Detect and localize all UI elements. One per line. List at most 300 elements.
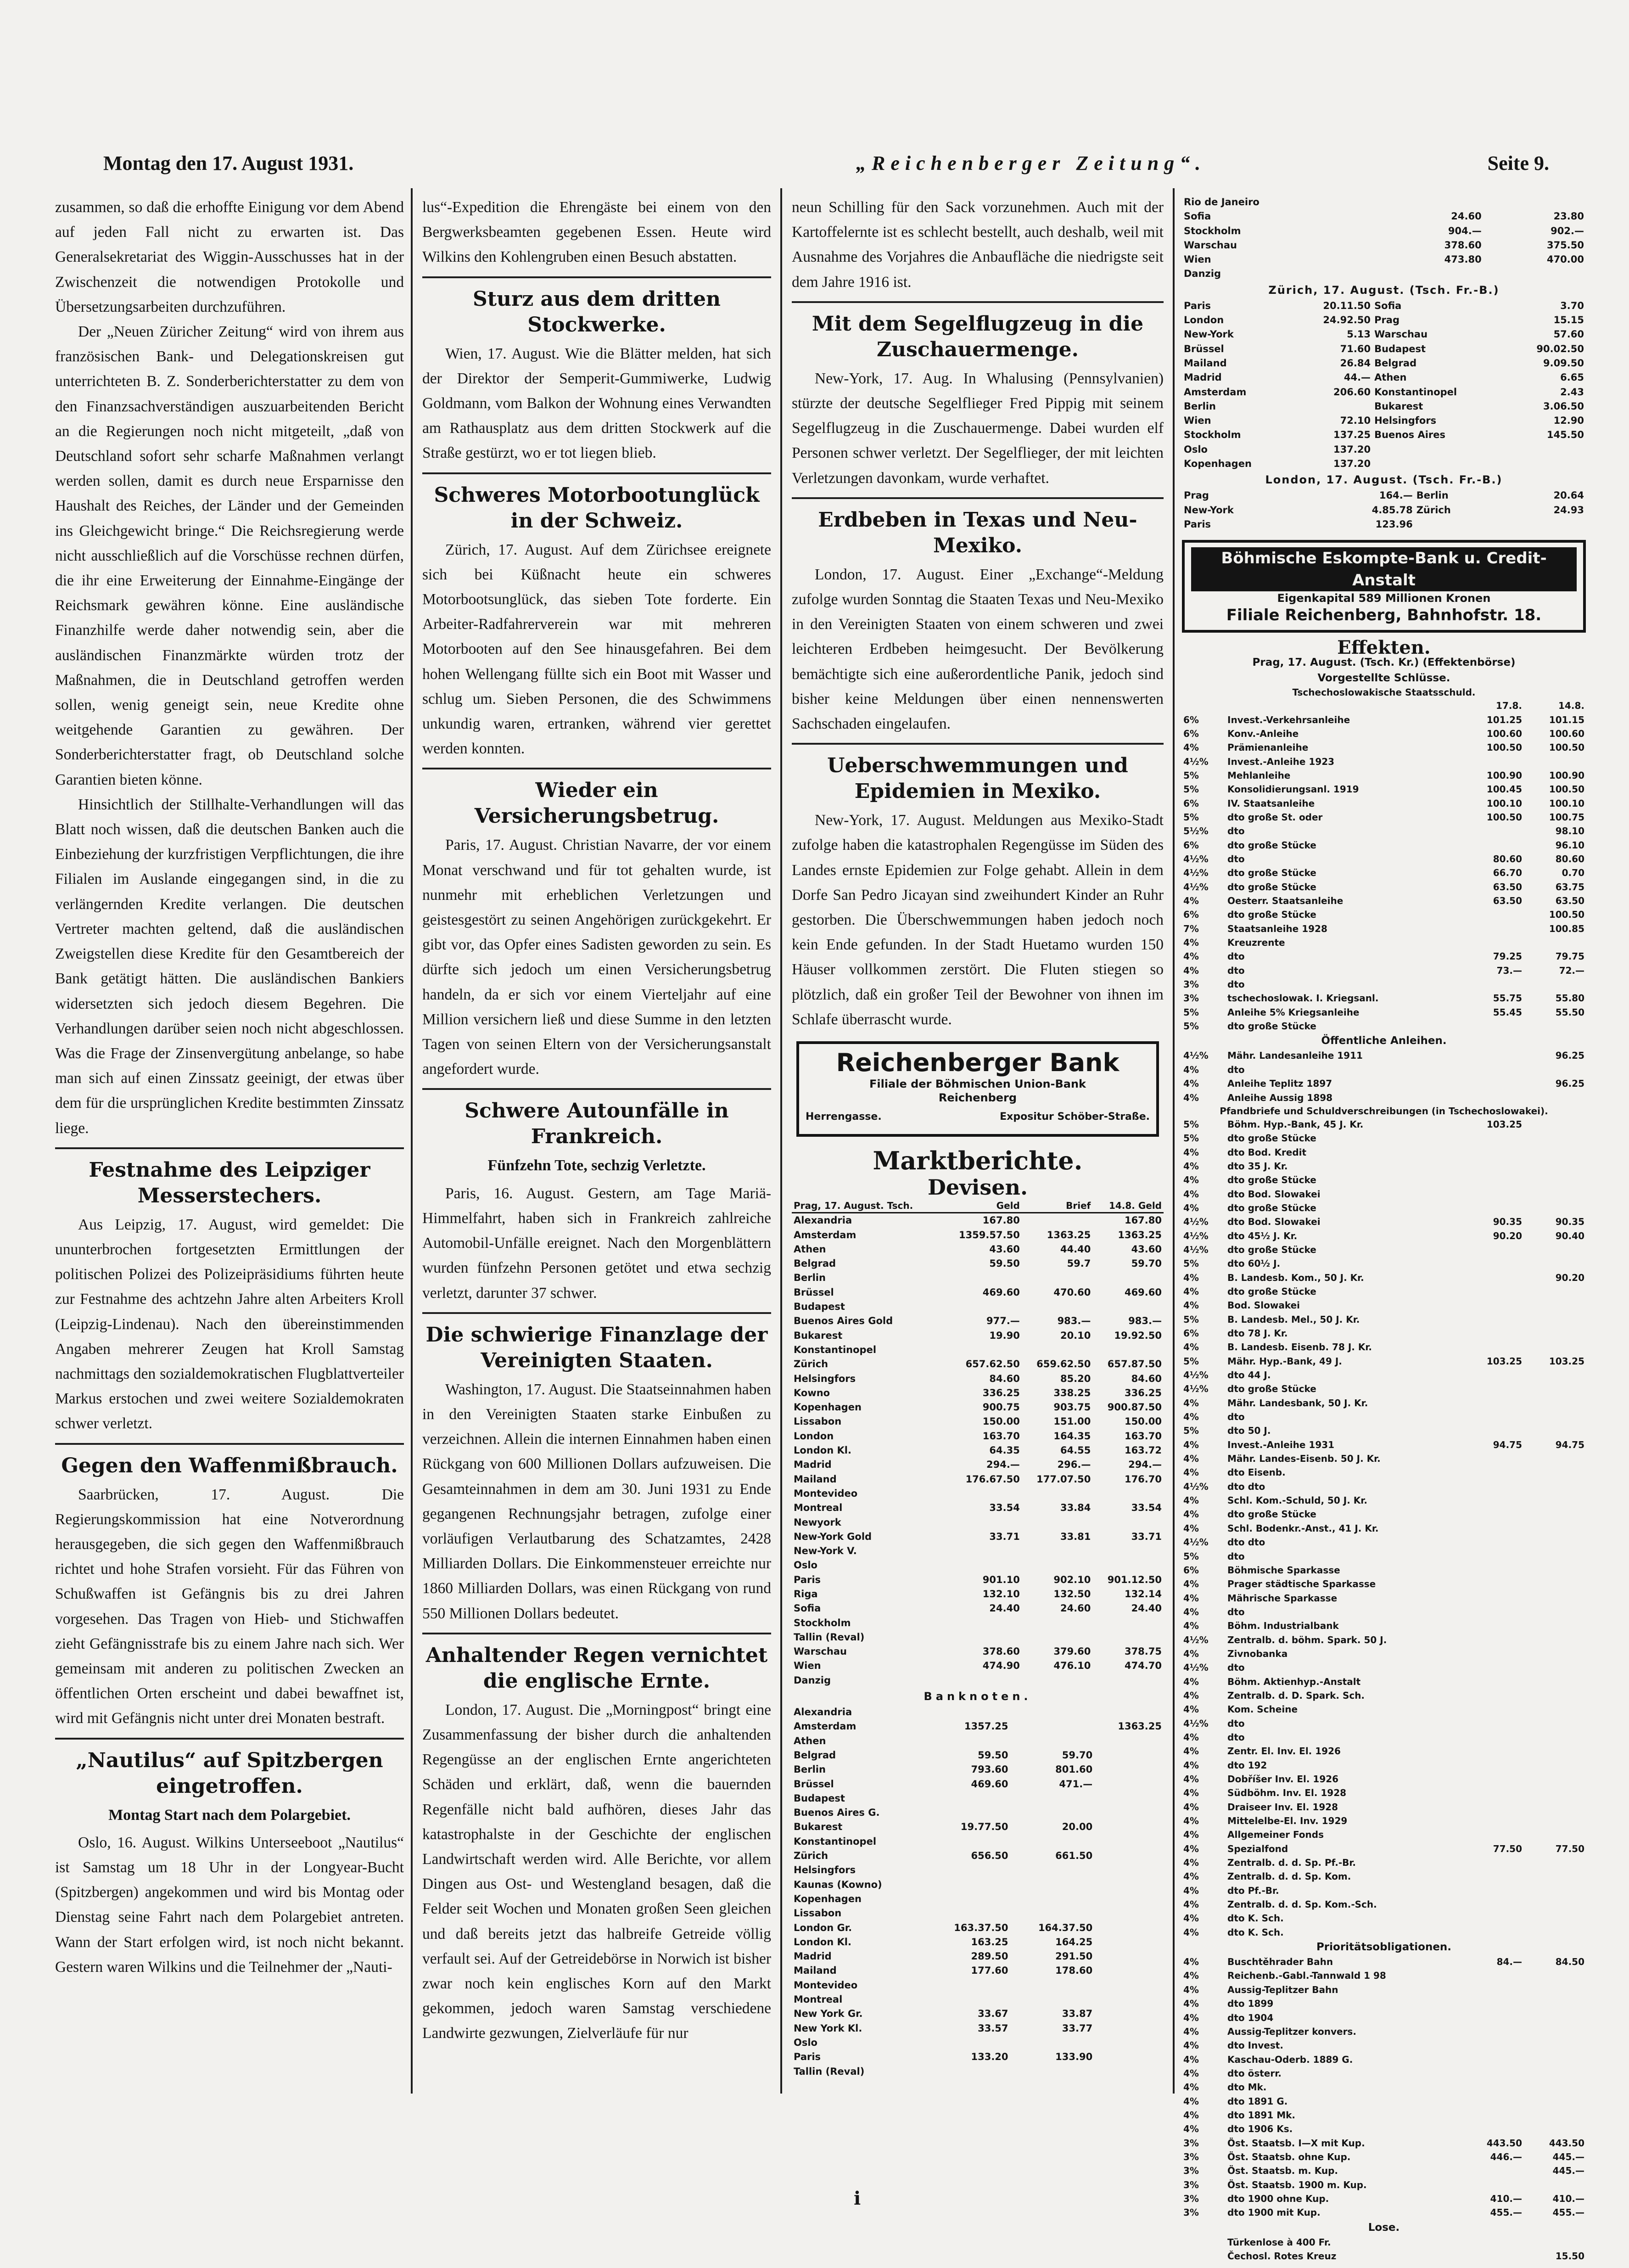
zurich-heading: Zürich, 17. August. (Tsch. Fr.-B.) xyxy=(1268,283,1500,297)
effekten-row xyxy=(1182,880,1586,894)
effekten-row xyxy=(1182,852,1586,866)
table-cell: 6% xyxy=(1183,839,1199,851)
table-cell: 72.— xyxy=(1559,965,1584,976)
table-cell: 455.— xyxy=(1552,2207,1584,2218)
table-cell xyxy=(1523,1493,1586,1507)
table-cell: Paris xyxy=(1184,518,1211,530)
table-cell xyxy=(1022,1300,1093,1314)
table-cell: dto Bod. Slowakei xyxy=(1227,1216,1321,1228)
banknoten-row xyxy=(792,1763,1164,1777)
table-cell xyxy=(1010,1719,1095,1734)
table-cell xyxy=(926,1978,1010,1993)
table-cell: 659.62.50 xyxy=(1036,1359,1091,1370)
table-cell xyxy=(1506,443,1586,457)
table-cell: Oesterr. Staatsanleihe xyxy=(1227,895,1344,907)
table-cell: dto 60½ J. xyxy=(1227,1258,1281,1269)
page-folio: i xyxy=(854,2188,861,2209)
table-cell: Lissabon xyxy=(794,1908,842,1919)
table-cell xyxy=(1461,1063,1523,1077)
table-cell xyxy=(1461,1717,1523,1730)
table-cell: 178.60 xyxy=(1055,1965,1093,1976)
table-cell: 33.81 xyxy=(1060,1531,1091,1542)
table-cell: 4½% xyxy=(1183,1216,1209,1228)
table-cell: dto 45½ J. Kr. xyxy=(1227,1230,1298,1241)
masthead: „Reichenberger Zeitung“. xyxy=(856,152,1206,174)
table-cell xyxy=(1461,2011,1523,2025)
table-cell: 85.20 xyxy=(1060,1373,1091,1384)
table-cell: Zentralb. d. d. Sp. Pf.-Br. xyxy=(1227,1857,1356,1869)
article-text: Der „Neuen Züricher Zeitung“ wird von ihrem aus französischen Bank- und Delegationskreisen gut unterrichteten B. Z. Sonderberichterstatter zu dem von den Finanzsachverständigen auszuarbeitenden Bericht an die Regierungen noch nicht mitgeteilt, „daß von Deutschland sofort sehr scharfe Maßnahmen verlangt werden sollen, damit es durch neue Ersparnisse den Haushalt des Reiches, der Länder und der Gemeinden ins Gleichgewicht bringe.“ Die Reichsregierung werde nicht ausschließlich auf die Vorschüsse rechnen dürfen, die ihr eine Erweiterung der Einnahme-Eingänge der Reichsmark gewähren könne. Eine ausländische Finanzhilfe werde daher notwendig sein, aber die ausländischen Finanzmärkte würden trotz der Maßnahmen, die in Deutschland getroffen werden sollen, wenig geneigt sein, neue Kredite ohne weitgehende Garantien zu gewähren. Der Sonderberichterstatter fragt, ob Deutschland solche Garantien bieten könne. xyxy=(55,323,404,788)
table-cell: 4% xyxy=(1183,1885,1199,1896)
table-cell xyxy=(1523,1117,1586,1131)
table-cell xyxy=(1461,1814,1523,1828)
table-cell xyxy=(1461,2080,1523,2094)
subheadline: Fünfzehn Tote, sechzig Verletzte. xyxy=(487,1157,706,1174)
table-cell: Danzig xyxy=(794,1674,831,1686)
table-cell: 137.25 xyxy=(1333,429,1371,441)
effekten-row xyxy=(1182,1201,1586,1215)
table-cell xyxy=(1461,1493,1523,1507)
table-cell: 63.50 xyxy=(1493,881,1522,893)
effekten-row xyxy=(1182,1285,1586,1298)
table-cell xyxy=(1461,1424,1523,1437)
table-cell: Newyork xyxy=(794,1516,841,1528)
table-cell xyxy=(1094,1763,1164,1777)
table-cell: Paris xyxy=(1184,300,1211,311)
table-cell: 5.13 xyxy=(1347,329,1371,340)
table-cell xyxy=(1182,2249,1226,2263)
effekten-row xyxy=(1182,1619,1586,1633)
table-cell xyxy=(1461,1410,1523,1424)
devisen-row xyxy=(792,1329,1164,1343)
table-cell: 4% xyxy=(1183,1342,1199,1353)
rate-row xyxy=(1182,224,1586,238)
table-cell: Oslo xyxy=(794,2037,817,2048)
table-cell xyxy=(1461,1926,1523,1939)
zurich-row xyxy=(1182,342,1586,356)
rate-row xyxy=(1182,238,1586,253)
rate-row xyxy=(1182,195,1586,209)
table-cell: 6% xyxy=(1183,1328,1199,1339)
table-cell xyxy=(942,1544,1021,1558)
table-cell: Kopenhagen xyxy=(1184,458,1252,470)
table-cell: dto 1899 xyxy=(1227,1998,1274,2010)
table-cell: 378.60 xyxy=(1444,239,1482,251)
table-cell xyxy=(1523,1997,1586,2010)
table-cell: 902.— xyxy=(1551,225,1584,236)
zurich-row xyxy=(1182,428,1586,442)
table-cell: 84.60 xyxy=(1131,1373,1162,1384)
article-text: Paris, 16. August. Gestern, am Tage Mariä-Himmelfahrt, haben sich in Frankreich zahlreiche Automobil-Unfälle ereignet. Nach den Morgenblättern wurden fünfzehn Personen getötet und etwa sechzig verletzt, darunter 37 schwer. xyxy=(422,1185,771,1302)
zurich-row xyxy=(1182,457,1586,471)
table-cell: dto K. Sch. xyxy=(1227,1926,1284,1938)
table-cell: 5% xyxy=(1183,1550,1199,1562)
table-cell: 103.25 xyxy=(1486,1355,1522,1367)
column-rule-2 xyxy=(780,188,782,2094)
effekten-row xyxy=(1182,1702,1586,1716)
effekten-row xyxy=(1182,1772,1586,1786)
table-cell: dto große Stücke xyxy=(1227,839,1316,851)
table-cell: Konsolidierungsanl. 1919 xyxy=(1227,784,1359,795)
effekten-row xyxy=(1182,1077,1586,1090)
effekten-section: Pfandbriefe und Schuldverschreibungen (in Tschechoslowakei). xyxy=(1220,1105,1548,1117)
devisen-row xyxy=(792,1400,1164,1415)
table-cell: 4½% xyxy=(1183,1481,1209,1492)
effekten-section: Lose. xyxy=(1368,2221,1400,2234)
table-cell xyxy=(1523,1091,1586,1105)
table-cell: Kom. Scheine xyxy=(1227,1704,1298,1715)
table-cell xyxy=(1523,2122,1586,2136)
effekten-row xyxy=(1182,741,1586,754)
page-header xyxy=(103,152,1549,184)
table-cell: 4% xyxy=(1183,2067,1199,2079)
table-cell xyxy=(1523,1173,1586,1187)
table-cell: 455.— xyxy=(1490,2207,1522,2218)
table-cell: dto österr. xyxy=(1227,2067,1282,2079)
table-cell: 24.60 xyxy=(1451,211,1482,222)
table-cell: Čechosl. Rotes Kreuz xyxy=(1227,2251,1337,2262)
table-cell: 3% xyxy=(1183,2193,1199,2204)
table-cell: Mähr. Landesanleihe 1911 xyxy=(1227,1050,1363,1061)
table-header: 14.8. Geld xyxy=(1092,1199,1164,1213)
table-cell: 101.15 xyxy=(1549,714,1584,725)
table-cell: New-York xyxy=(1184,504,1234,516)
table-cell: Helsingfors xyxy=(1374,415,1437,427)
table-cell xyxy=(1461,1897,1523,1911)
table-cell: 59.50 xyxy=(989,1258,1020,1269)
table-cell: Öst. Staatsb. ohne Kup. xyxy=(1227,2151,1351,2162)
table-cell: 101.25 xyxy=(1486,714,1522,725)
table-cell xyxy=(1094,1777,1164,1791)
table-cell xyxy=(1461,1758,1523,1772)
effekten-table-4 xyxy=(1182,1955,1586,2220)
table-cell: Wien xyxy=(794,1660,821,1672)
table-cell: Draiseer Inv. El. 1928 xyxy=(1227,1801,1338,1813)
table-cell: 296.— xyxy=(1057,1459,1091,1471)
table-cell: 4% xyxy=(1183,1286,1199,1297)
table-cell: Schl. Kom.-Schuld, 50 J. Kr. xyxy=(1227,1495,1367,1506)
table-cell: Madrid xyxy=(1184,372,1222,383)
table-cell: Aussig-Teplitzer Bahn xyxy=(1227,1984,1338,1995)
table-cell: 4% xyxy=(1183,1397,1199,1409)
table-cell: 4% xyxy=(1183,1092,1199,1103)
table-cell: 5% xyxy=(1183,811,1199,823)
table-cell: Berlin xyxy=(794,1272,826,1284)
table-cell: 90.02.50 xyxy=(1536,343,1584,354)
table-cell: Anleihe Teplitz 1897 xyxy=(1227,1078,1332,1089)
effekten-table-1 xyxy=(1182,699,1586,1033)
table-cell xyxy=(942,1487,1021,1501)
table-cell: dto Bod. Slowakei xyxy=(1227,1188,1321,1200)
table-cell xyxy=(1461,936,1523,949)
table-cell xyxy=(1094,1863,1164,1877)
table-cell: 4% xyxy=(1183,1606,1199,1617)
table-cell: 1357.25 xyxy=(964,1721,1008,1732)
table-cell xyxy=(1523,1577,1586,1591)
table-cell: 1359.57.50 xyxy=(958,1229,1020,1241)
table-cell: 0.70 xyxy=(1562,867,1584,879)
table-cell: 5% xyxy=(1183,1425,1199,1437)
effekten-row xyxy=(1182,1063,1586,1077)
table-cell: Brüssel xyxy=(794,1778,834,1790)
table-cell xyxy=(1523,1814,1586,1828)
table-cell xyxy=(1461,1187,1523,1201)
table-cell: 33.54 xyxy=(1131,1502,1162,1514)
table-cell xyxy=(1523,1145,1586,1159)
table-cell: 19.77.50 xyxy=(960,1821,1008,1833)
headline: Die schwierige Finanzlage der Vereinigten Staaten. xyxy=(425,1323,768,1372)
article-text: New-York, 17. Aug. In Whalusing (Pennsylvanien) stürzte der deutsche Segelflieger Fred Pippig mit seinem Segelflugzeug in die Zuschauermenge. Dabei wurden elf Personen schwer verletzt. Der Segelflieger, der mit leichten Verletzungen davonkam, wurde verhaftet. xyxy=(792,370,1164,487)
table-cell: 5% xyxy=(1183,1006,1199,1018)
table-cell: 100.50 xyxy=(1549,742,1584,753)
table-cell: 167.80 xyxy=(1124,1215,1162,1226)
table-cell: 55.75 xyxy=(1493,993,1522,1004)
table-cell: 4% xyxy=(1183,1676,1199,1687)
article-text: London, 17. August. Die „Morningpost“ bringt eine Zusammenfassung der bisher durch die anhaltenden Regengüsse an der englischen Ernte angerichteten Schäden und erklärt, daß, wenn die bauernden Regenfälle nicht bald aufhören, dieses Jahr das katastrophalste in der Geschichte der englischen Landwirtschaft werden wird. Alle Berichte, vor allem Dingen aus Ost- und Westengland besagen, daß die Felder seit Wochen und Monaten großen Seen gleichen und daß bereits jetzt das halbreife Getreide völlig verfault sei. Auf der Getreidebörse in Norwich ist bisher zwar noch kein englisches Korn auf den Markt gekommen, jedoch waren Samstag verschiedene Landwirte gezwungen, Zielverläufe für nur xyxy=(422,1701,771,2042)
devisen-row xyxy=(792,1516,1164,1530)
table-cell xyxy=(1461,1243,1523,1257)
headline: Ueberschwemmungen und Epidemien in Mexiko. xyxy=(827,754,1128,803)
table-cell: 4% xyxy=(1183,1871,1199,1882)
table-cell: 445.— xyxy=(1552,2165,1584,2177)
effekten-row xyxy=(1182,2235,1586,2249)
table-cell: 163.70 xyxy=(1124,1430,1162,1442)
devisen-row xyxy=(792,1343,1164,1357)
table-cell xyxy=(1461,1091,1523,1105)
table-cell: dto xyxy=(1227,1718,1245,1729)
london-table xyxy=(1182,488,1586,532)
table-cell: 100.75 xyxy=(1549,811,1584,823)
effekten-table-2 xyxy=(1182,1049,1586,1104)
table-cell xyxy=(1523,1828,1586,1841)
eskompte-bank-advertisement xyxy=(1182,540,1586,633)
table-cell: 20.64 xyxy=(1553,490,1584,501)
table-cell: dto dto xyxy=(1227,1537,1265,1548)
table-cell: Mehlanleihe xyxy=(1227,769,1291,781)
table-cell: 4% xyxy=(1183,742,1199,753)
table-cell: 446.— xyxy=(1490,2151,1522,2162)
table-cell xyxy=(1092,1343,1164,1357)
table-cell xyxy=(1022,1487,1093,1501)
table-cell xyxy=(1523,755,1586,769)
table-cell: Montreal xyxy=(794,1502,843,1514)
column-4 xyxy=(1182,195,1586,2263)
table-cell: 3% xyxy=(1183,2179,1199,2190)
table-cell: Öst. Staatsb. 1900 m. Kup. xyxy=(1227,2179,1367,2190)
table-cell xyxy=(1461,1077,1523,1090)
table-cell xyxy=(1094,1734,1164,1748)
table-cell: Zürich xyxy=(794,1850,828,1862)
table-cell xyxy=(942,1558,1021,1572)
table-cell: Südböhm. Inv. El. 1928 xyxy=(1227,1787,1347,1799)
table-cell: Böhmische Sparkasse xyxy=(1227,1564,1340,1576)
table-cell: 4.85.78 xyxy=(1371,504,1413,516)
effekten-row xyxy=(1182,2206,1586,2219)
table-cell: 4½% xyxy=(1183,1230,1209,1241)
table-cell xyxy=(1461,1689,1523,1702)
table-cell xyxy=(1523,1257,1586,1270)
table-cell: dto xyxy=(1227,1550,1245,1562)
effekten-row xyxy=(1182,1368,1586,1382)
table-cell: 24.93 xyxy=(1553,504,1584,516)
table-cell xyxy=(1461,1619,1523,1633)
table-cell: 90.20 xyxy=(1493,1230,1522,1241)
table-cell: Lissabon xyxy=(794,1416,842,1427)
table-cell: 294.— xyxy=(986,1459,1020,1471)
table-cell: Buenos Aires Gold xyxy=(794,1315,893,1327)
zurich-row xyxy=(1182,327,1586,342)
table-cell: Mähr. Landes-Eisenb. 50 J. Kr. xyxy=(1227,1453,1381,1465)
table-cell xyxy=(1523,1368,1586,1382)
devisen-row xyxy=(792,1242,1164,1257)
table-cell: Oslo xyxy=(794,1560,817,1571)
table-cell: Riga xyxy=(794,1589,818,1600)
table-cell xyxy=(1415,517,1505,532)
table-cell: 9.09.50 xyxy=(1543,357,1584,369)
table-cell xyxy=(1094,1964,1164,1978)
table-cell: Mailand xyxy=(1184,357,1227,369)
table-cell: 77.50 xyxy=(1555,1843,1584,1854)
table-cell: 103.25 xyxy=(1486,1118,1522,1130)
effekten-row xyxy=(1182,1243,1586,1257)
table-cell: 59.70 xyxy=(1131,1258,1162,1269)
table-cell xyxy=(926,1878,1010,1892)
table-cell: 176.67.50 xyxy=(965,1473,1020,1485)
table-cell: 80.60 xyxy=(1555,853,1584,865)
effekten-row xyxy=(1182,2094,1586,2108)
table-cell: Böhm. Hyp.-Bank, 45 J. Kr. xyxy=(1227,1118,1364,1130)
table-cell: Staatsanleihe 1928 xyxy=(1227,923,1327,934)
table-cell: Buenos Aires xyxy=(1374,429,1445,441)
table-cell: New York Kl. xyxy=(794,2022,862,2034)
table-cell xyxy=(1182,699,1226,713)
effekten-row xyxy=(1182,1229,1586,1243)
table-cell: 59.70 xyxy=(1062,1749,1093,1761)
table-cell: 1363.25 xyxy=(1118,1721,1162,1732)
table-cell: dto xyxy=(1227,1731,1245,1743)
table-cell: 3% xyxy=(1183,979,1199,990)
table-cell: 100.10 xyxy=(1549,797,1584,809)
table-cell: Athen xyxy=(794,1735,826,1746)
table-cell: 33.54 xyxy=(989,1502,1020,1514)
table-cell: 33.71 xyxy=(989,1531,1020,1542)
table-cell: 4½% xyxy=(1183,1244,1209,1255)
table-cell: 43.60 xyxy=(989,1243,1020,1255)
table-cell: 657.62.50 xyxy=(965,1359,1020,1370)
effekten-row xyxy=(1182,2178,1586,2192)
table-cell xyxy=(1461,1521,1523,1535)
table-cell xyxy=(1094,2007,1164,2021)
effekten-row xyxy=(1182,1814,1586,1828)
table-cell: 904.— xyxy=(1448,225,1482,236)
table-cell xyxy=(1094,2021,1164,2036)
devisen-row xyxy=(792,1415,1164,1429)
table-cell: 44.— xyxy=(1344,372,1371,383)
column-3 xyxy=(792,195,1164,2079)
table-cell xyxy=(1094,1921,1164,1935)
table-cell xyxy=(1523,1452,1586,1465)
table-cell: 4% xyxy=(1183,1078,1199,1089)
effekten-row xyxy=(1182,1382,1586,1396)
table-cell: 4% xyxy=(1183,1174,1199,1186)
table-cell xyxy=(1461,2094,1523,2108)
table-cell: Konv.-Anleihe xyxy=(1227,728,1299,739)
table-cell xyxy=(1461,2025,1523,2038)
table-cell xyxy=(1092,1544,1164,1558)
table-cell: 4% xyxy=(1183,1829,1199,1841)
table-cell xyxy=(1523,1633,1586,1647)
table-cell: New-York Gold xyxy=(794,1531,872,1542)
table-cell xyxy=(1461,1675,1523,1689)
table-cell xyxy=(1461,1800,1523,1814)
table-cell: 476.10 xyxy=(1053,1660,1091,1672)
table-cell xyxy=(1523,1019,1586,1033)
table-header: Geld xyxy=(942,1199,1021,1213)
article-divider xyxy=(422,472,771,474)
table-cell xyxy=(1094,1935,1164,1949)
table-cell: 900.87.50 xyxy=(1107,1402,1162,1413)
table-cell: 4% xyxy=(1183,1300,1199,1311)
effekten-row xyxy=(1182,1744,1586,1758)
table-cell: 132.14 xyxy=(1124,1589,1162,1600)
table-cell xyxy=(1010,1906,1095,1920)
table-cell xyxy=(1523,1702,1586,1716)
effekten-row xyxy=(1182,1869,1586,1883)
table-cell: 132.10 xyxy=(982,1589,1020,1600)
table-cell xyxy=(1461,1019,1523,1033)
table-cell: 72.10 xyxy=(1340,415,1371,427)
table-cell: Konstantinopel xyxy=(1374,386,1457,398)
table-cell xyxy=(942,1343,1021,1357)
column-2 xyxy=(422,195,771,2046)
table-cell: Paris xyxy=(794,2051,821,2063)
table-cell: 4% xyxy=(1183,1578,1199,1590)
ad-address-left: Herrengasse. xyxy=(806,1111,882,1123)
banknoten-row xyxy=(792,1777,1164,1791)
effekten-row xyxy=(1182,2164,1586,2178)
table-cell xyxy=(926,1705,1010,1719)
effekten-row xyxy=(1182,1354,1586,1368)
banknoten-row xyxy=(792,1906,1164,1920)
column-1 xyxy=(55,195,404,1980)
table-cell xyxy=(1523,1744,1586,1758)
effekten-row xyxy=(1182,1647,1586,1661)
table-cell xyxy=(1461,1368,1523,1382)
headline: Gegen den Waffenmißbrauch. xyxy=(61,1454,398,1477)
devisen-row xyxy=(792,1458,1164,1472)
effekten-row xyxy=(1182,2080,1586,2094)
table-cell: 901.12.50 xyxy=(1107,1574,1162,1585)
table-cell: 63.75 xyxy=(1555,881,1584,893)
devisen-row xyxy=(792,1487,1164,1501)
table-cell: Konstantinopel xyxy=(794,1344,877,1355)
london-row xyxy=(1182,503,1586,517)
table-cell: 33.71 xyxy=(1131,1531,1162,1542)
table-cell xyxy=(1461,1465,1523,1479)
table-cell xyxy=(1461,1326,1523,1340)
effekten-row xyxy=(1182,1549,1586,1563)
effekten-row xyxy=(1182,2066,1586,2080)
effekten-row xyxy=(1182,1187,1586,1201)
article-divider xyxy=(55,1147,404,1149)
table-cell xyxy=(1461,1911,1523,1925)
table-cell: Berlin xyxy=(794,1764,826,1775)
banknoten-row xyxy=(792,1993,1164,2007)
table-cell: Brüssel xyxy=(794,1286,834,1298)
table-cell xyxy=(942,1271,1021,1285)
table-cell: Madrid xyxy=(794,1459,832,1471)
table-cell xyxy=(1523,1285,1586,1298)
